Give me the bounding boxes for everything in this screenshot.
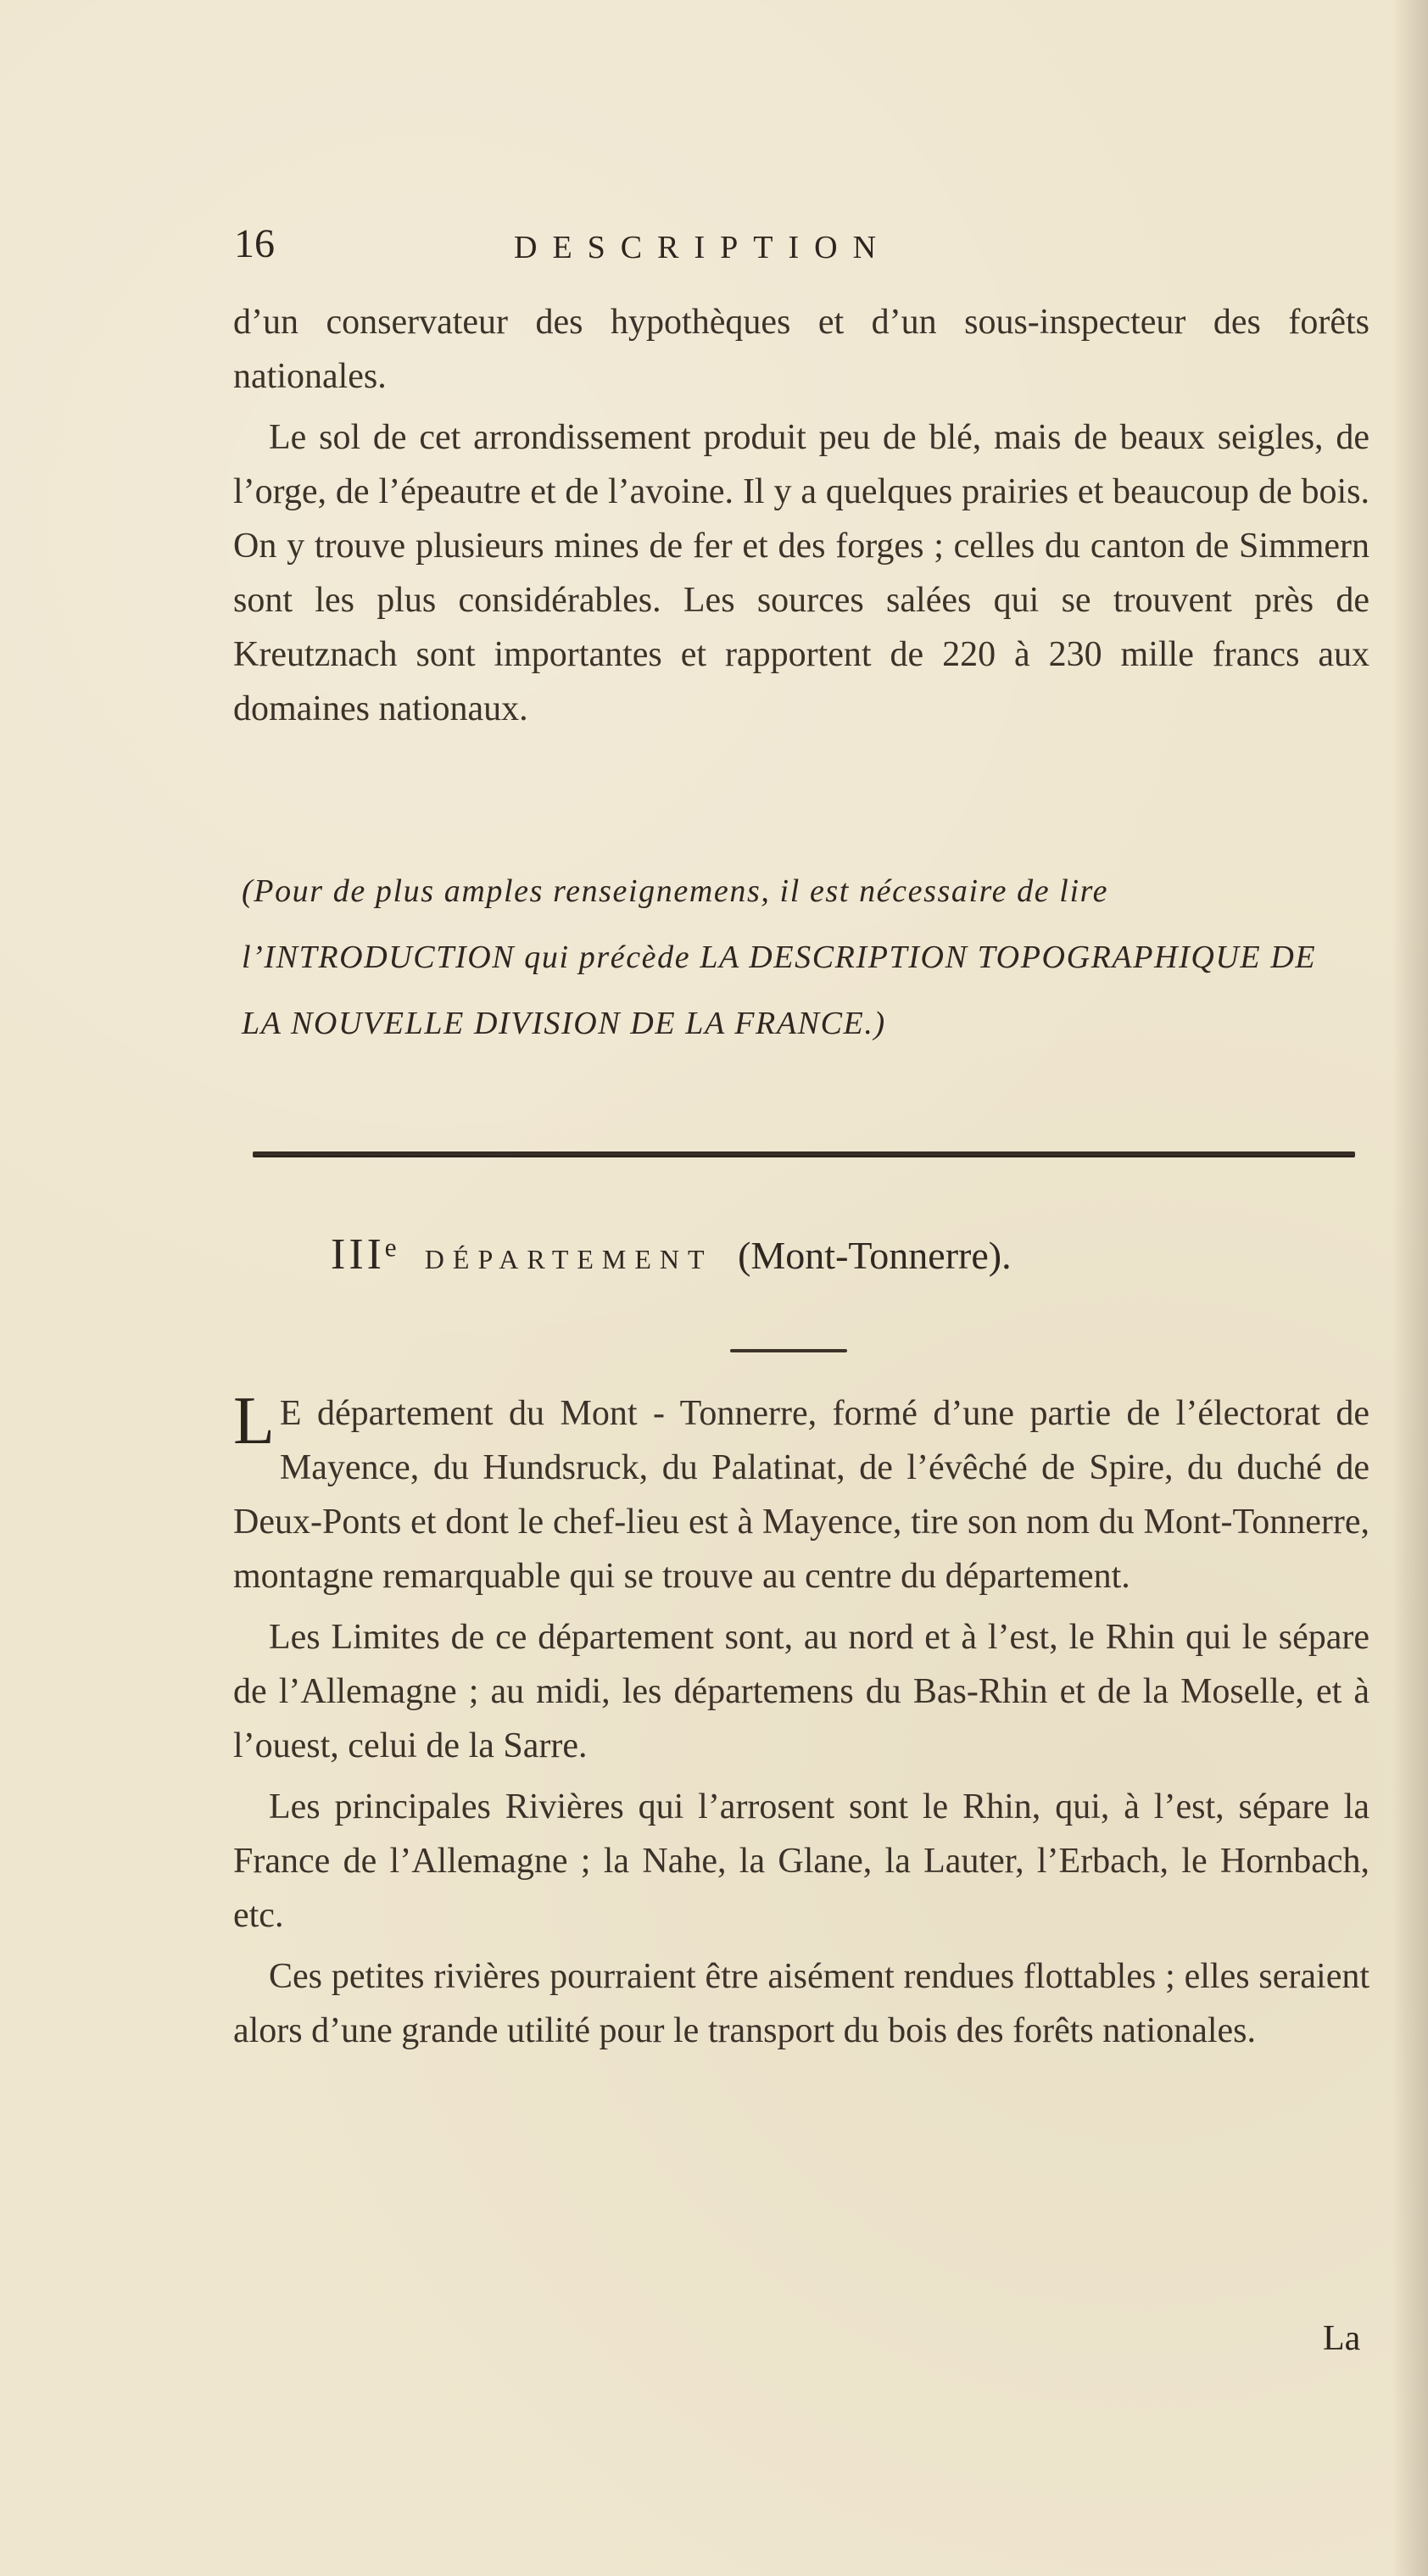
paragraph-top-1: d’un conservateur des hypothèques et d’un sous-inspecteur des forêts nationales.: [233, 303, 1369, 396]
department-number: IIIᵉ: [331, 1230, 400, 1279]
running-title: DESCRIPTION: [514, 230, 892, 265]
paragraph-dept-3: Les principales Rivières qui l’arrosent sont le Rhin, qui, à l’est, sépare la France de l’Allemagne ; la Nahe, la Glane, la Lauter, l’Erbach, le Hornbach, etc.: [233, 1787, 1369, 1935]
section-divider: [253, 1151, 1355, 1157]
department-description: [233, 1386, 1369, 2065]
paragraph-dept-2: Les Limites de ce département sont, au nord et à l’est, le Rhin qui le sépare de l’Allemagne ; au midi, les départemens du Bas-Rhin et de la Moselle, et à l’ouest, celui de la Sarre.: [233, 1618, 1369, 1765]
catchword: La: [1323, 2319, 1361, 2358]
department-heading: [331, 1217, 1314, 1293]
paragraph-top-2: Le sol de cet arrondissement produit peu de blé, mais de beaux seigles, de l’orge, de l’épeautre et de l’avoine. Il y a quelques prairies et beaucoup de bois. On y trouve plusieurs mines de fer et des forges ; celles du canton de Simmern sont les plus considérables. Les sources salées qui se trouvent près de Kreutznach sont importantes et rapportent de 220 à 230 mille francs aux domaines nationaux.: [233, 418, 1369, 728]
department-label: DÉPARTEMENT: [424, 1244, 713, 1274]
paragraph-dept-1: [233, 1386, 1369, 1603]
department-name: (Mont-Tonnerre).: [738, 1234, 1012, 1277]
heading-underline: [730, 1349, 847, 1352]
page-number: 16: [234, 221, 275, 266]
drop-cap-letter: L: [233, 1384, 275, 1458]
paragraph-dept-4: Ces petites rivières pourraient être aisément rendues flottables ; elles seraient alors d’une grande utilité pour le transport du bois des forêts nationales.: [233, 1957, 1369, 2050]
page-edge-shadow: [1392, 0, 1428, 2576]
top-text-block: [233, 295, 1369, 743]
page-header: [234, 219, 1133, 278]
introduction-reference: (Pour de plus amples renseignemens, il est nécessaire de lire l’INTRODUCTION qui précède LA DESCRIPTION TOPOGRAPHIQUE DE LA NOUVELLE DIVISION DE LA FRANCE.): [242, 873, 1317, 1041]
paragraph-dept-1-text: E département du Mont - Tonnerre, formé d’une partie de l’électorat de Mayence, du Hundsruck, du Palatinat, de l’évêché de Spire, du duché de Deux-Ponts et dont le chef-lieu est à Mayence, tire son nom du Mont-Tonnerre, montagne remarquable qui se trouve au centre du département.: [233, 1394, 1369, 1596]
